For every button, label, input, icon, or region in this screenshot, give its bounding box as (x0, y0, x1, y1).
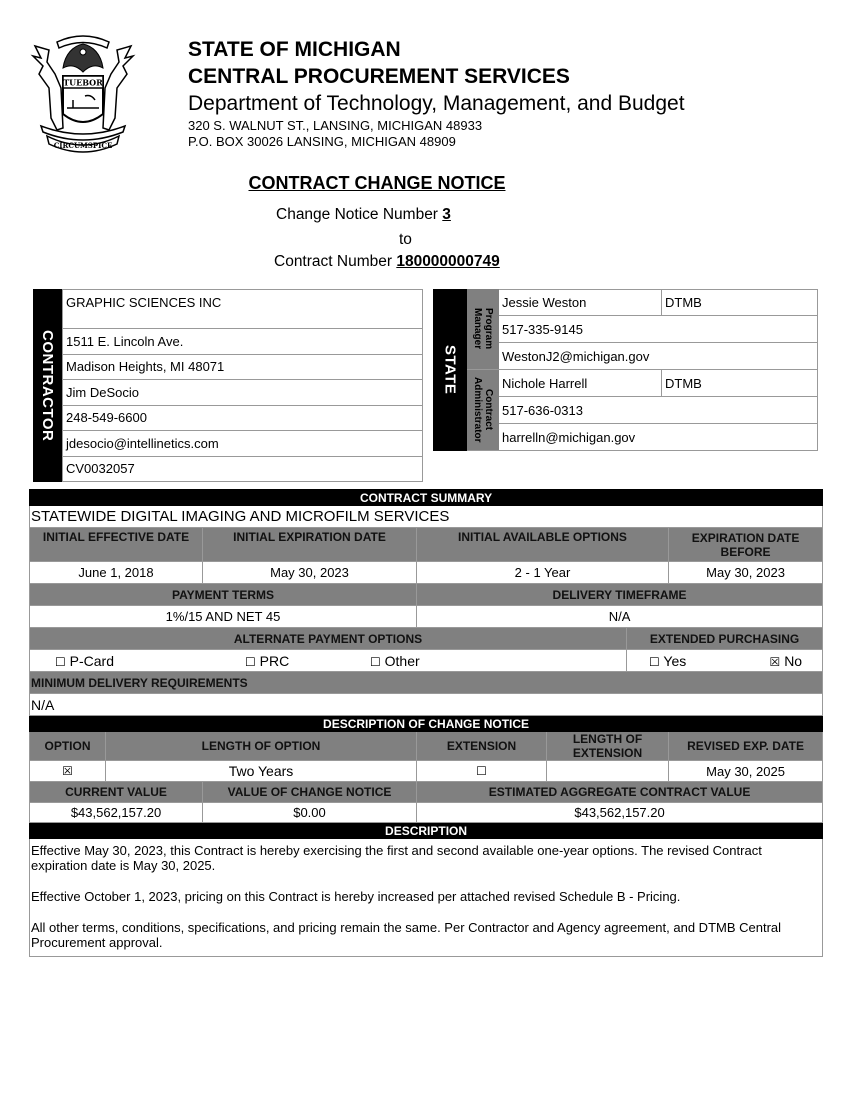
yes-label: Yes (663, 652, 687, 669)
header-department: Department of Technology, Management, and Budget (188, 92, 685, 115)
length-of-extension-header: LENGTH OF EXTENSION (547, 732, 669, 761)
extension-checkbox-icon[interactable]: ☐ (417, 761, 547, 782)
aggregate-value-header: ESTIMATED AGGREGATE CONTRACT VALUE (417, 782, 823, 803)
pcard-checkbox-icon[interactable]: ☐ (55, 654, 66, 669)
program-manager-agency: DTMB (665, 295, 702, 310)
contractor-city: Madison Heights, MI 48071 (62, 355, 422, 381)
contract-number-line (274, 253, 500, 271)
description-paragraph: Effective October 1, 2023, pricing on this Contract is hereby increased per attached revised Schedule B - Pricing. (31, 889, 681, 904)
contractor-vendor-id: CV0032057 (62, 457, 422, 483)
summary-table (29, 489, 823, 957)
contractor-contact: Jim DeSocio (62, 380, 422, 406)
extended-purchasing-no[interactable] (770, 653, 803, 669)
header-division: CENTRAL PROCUREMENT SERVICES (188, 65, 570, 88)
notice-title: CONTRACT CHANGE NOTICE (248, 173, 506, 193)
michigan-state-seal-icon (27, 28, 139, 154)
alt-payment-other[interactable] (370, 653, 420, 669)
length-of-option-header: LENGTH OF OPTION (106, 732, 417, 761)
description-body (30, 839, 823, 957)
initial-effective-date-header: INITIAL EFFECTIVE DATE (30, 528, 203, 562)
contractor-street: 1511 E. Lincoln Ave. (62, 329, 422, 355)
other-checkbox-icon[interactable]: ☐ (370, 654, 381, 669)
length-of-extension (547, 761, 669, 782)
seal-motto-top: TUEBOR (63, 77, 103, 88)
program-manager-label (467, 289, 499, 370)
revised-exp-date-header: REVISED EXP. DATE (669, 732, 823, 761)
alt-payment-prc[interactable] (245, 653, 370, 669)
revised-exp-date: May 30, 2025 (669, 761, 823, 782)
change-notice-label: Change Notice Number (276, 206, 443, 223)
contractor-label-text: CONTRACTOR (39, 329, 56, 442)
description-paragraph: Effective May 30, 2023, this Contract is hereby exercising the first and second available one-year options. The revised Contract expiration date is May 30, 2025. (31, 843, 762, 873)
seal-motto-bottom: CIRCUMSPICE (53, 141, 113, 150)
current-value-header: CURRENT VALUE (30, 782, 203, 803)
extension-header: EXTENSION (417, 732, 547, 761)
contract-summary-heading: CONTRACT SUMMARY (30, 490, 823, 506)
contract-administrator-agency: DTMB (665, 375, 702, 391)
alt-payment-pcard[interactable] (30, 653, 245, 669)
contract-administrator-name: Nichole Harrell (499, 370, 662, 396)
state-label (433, 289, 467, 451)
other-label: Other (384, 652, 420, 669)
program-manager-phone: 517-335-9145 (502, 321, 583, 337)
delivery-timeframe: N/A (417, 606, 823, 628)
contract-number: 180000000749 (396, 253, 500, 270)
program-manager-label-text: Program Manager (472, 308, 494, 350)
contract-number-label: Contract Number (274, 253, 397, 270)
initial-available-options-header: INITIAL AVAILABLE OPTIONS (417, 528, 669, 562)
change-notice-number: 3 (442, 206, 451, 223)
no-checkbox-checked-icon[interactable]: ☒ (769, 654, 781, 669)
change-notice-heading: DESCRIPTION OF CHANGE NOTICE (30, 716, 823, 732)
no-label: No (784, 652, 803, 669)
delivery-timeframe-header: DELIVERY TIMEFRAME (417, 584, 823, 606)
contract-summary (29, 489, 822, 957)
contract-administrator-email: harrelln@michigan.gov (502, 429, 636, 445)
contractor-email: jdesocio@intellinetics.com (62, 431, 422, 457)
payment-terms: 1%/15 AND NET 45 (30, 606, 417, 628)
contractor-block (33, 289, 423, 482)
expiration-date-before-header: EXPIRATION DATE BEFORE (669, 528, 823, 562)
header-address-pobox: P.O. BOX 30026 LANSING, MICHIGAN 48909 (188, 134, 456, 149)
option-header: OPTION (30, 732, 106, 761)
aggregate-value: $43,562,157.20 (417, 803, 823, 823)
initial-effective-date: June 1, 2018 (30, 562, 203, 584)
alternate-payment-options-header: ALTERNATE PAYMENT OPTIONS (30, 628, 627, 650)
extended-purchasing-yes[interactable] (649, 653, 686, 669)
yes-checkbox-icon[interactable]: ☐ (649, 654, 660, 669)
contractor-phone: 248-549-6600 (62, 406, 422, 432)
expiration-date-before: May 30, 2023 (669, 562, 823, 584)
program-manager-email: WestonJ2@michigan.gov (502, 348, 650, 364)
prc-checkbox-icon[interactable]: ☐ (245, 654, 256, 669)
initial-expiration-date: May 30, 2023 (203, 562, 417, 584)
minimum-delivery: N/A (30, 694, 823, 716)
pcard-label: P-Card (69, 652, 115, 669)
contract-administrator-label-text: Contract Administrator (472, 377, 494, 443)
contractor-label (33, 289, 62, 482)
letterhead (0, 0, 850, 160)
state-label-text: STATE (441, 345, 459, 395)
contract-description: STATEWIDE DIGITAL IMAGING AND MICROFILM SERVICES (30, 506, 823, 528)
header-address-street: 320 S. WALNUT ST., LANSING, MICHIGAN 48933 (188, 118, 483, 133)
initial-expiration-date-header: INITIAL EXPIRATION DATE (203, 528, 417, 562)
contract-administrator-label (467, 370, 499, 451)
value-of-change-header: VALUE OF CHANGE NOTICE (203, 782, 417, 803)
value-of-change: $0.00 (203, 803, 417, 823)
program-manager-group (467, 289, 818, 370)
current-value: $43,562,157.20 (30, 803, 203, 823)
contract-administrator-group (467, 370, 818, 451)
contractor-name: GRAPHIC SCIENCES INC (62, 290, 422, 329)
change-notice-number-line (276, 206, 451, 224)
state-block (433, 289, 818, 451)
program-manager-name: Jessie Weston (499, 290, 662, 315)
extended-purchasing-header: EXTENDED PURCHASING (627, 628, 823, 650)
contract-administrator-phone: 517-636-0313 (502, 402, 583, 418)
to-label: to (399, 231, 412, 248)
description-heading: DESCRIPTION (30, 823, 823, 839)
header-state: STATE OF MICHIGAN (188, 38, 401, 61)
minimum-delivery-header: MINIMUM DELIVERY REQUIREMENTS (30, 672, 823, 694)
payment-terms-header: PAYMENT TERMS (30, 584, 417, 606)
prc-label: PRC (259, 652, 290, 669)
initial-available-options: 2 - 1 Year (417, 562, 669, 584)
length-of-option: Two Years (106, 761, 417, 782)
description-paragraph: All other terms, conditions, specifications, and pricing remain the same. Per Contractor and Agency agreement, and DTMB Central Procurement approval. (31, 920, 782, 950)
option-checkbox-checked-icon[interactable]: ☒ (30, 761, 106, 782)
